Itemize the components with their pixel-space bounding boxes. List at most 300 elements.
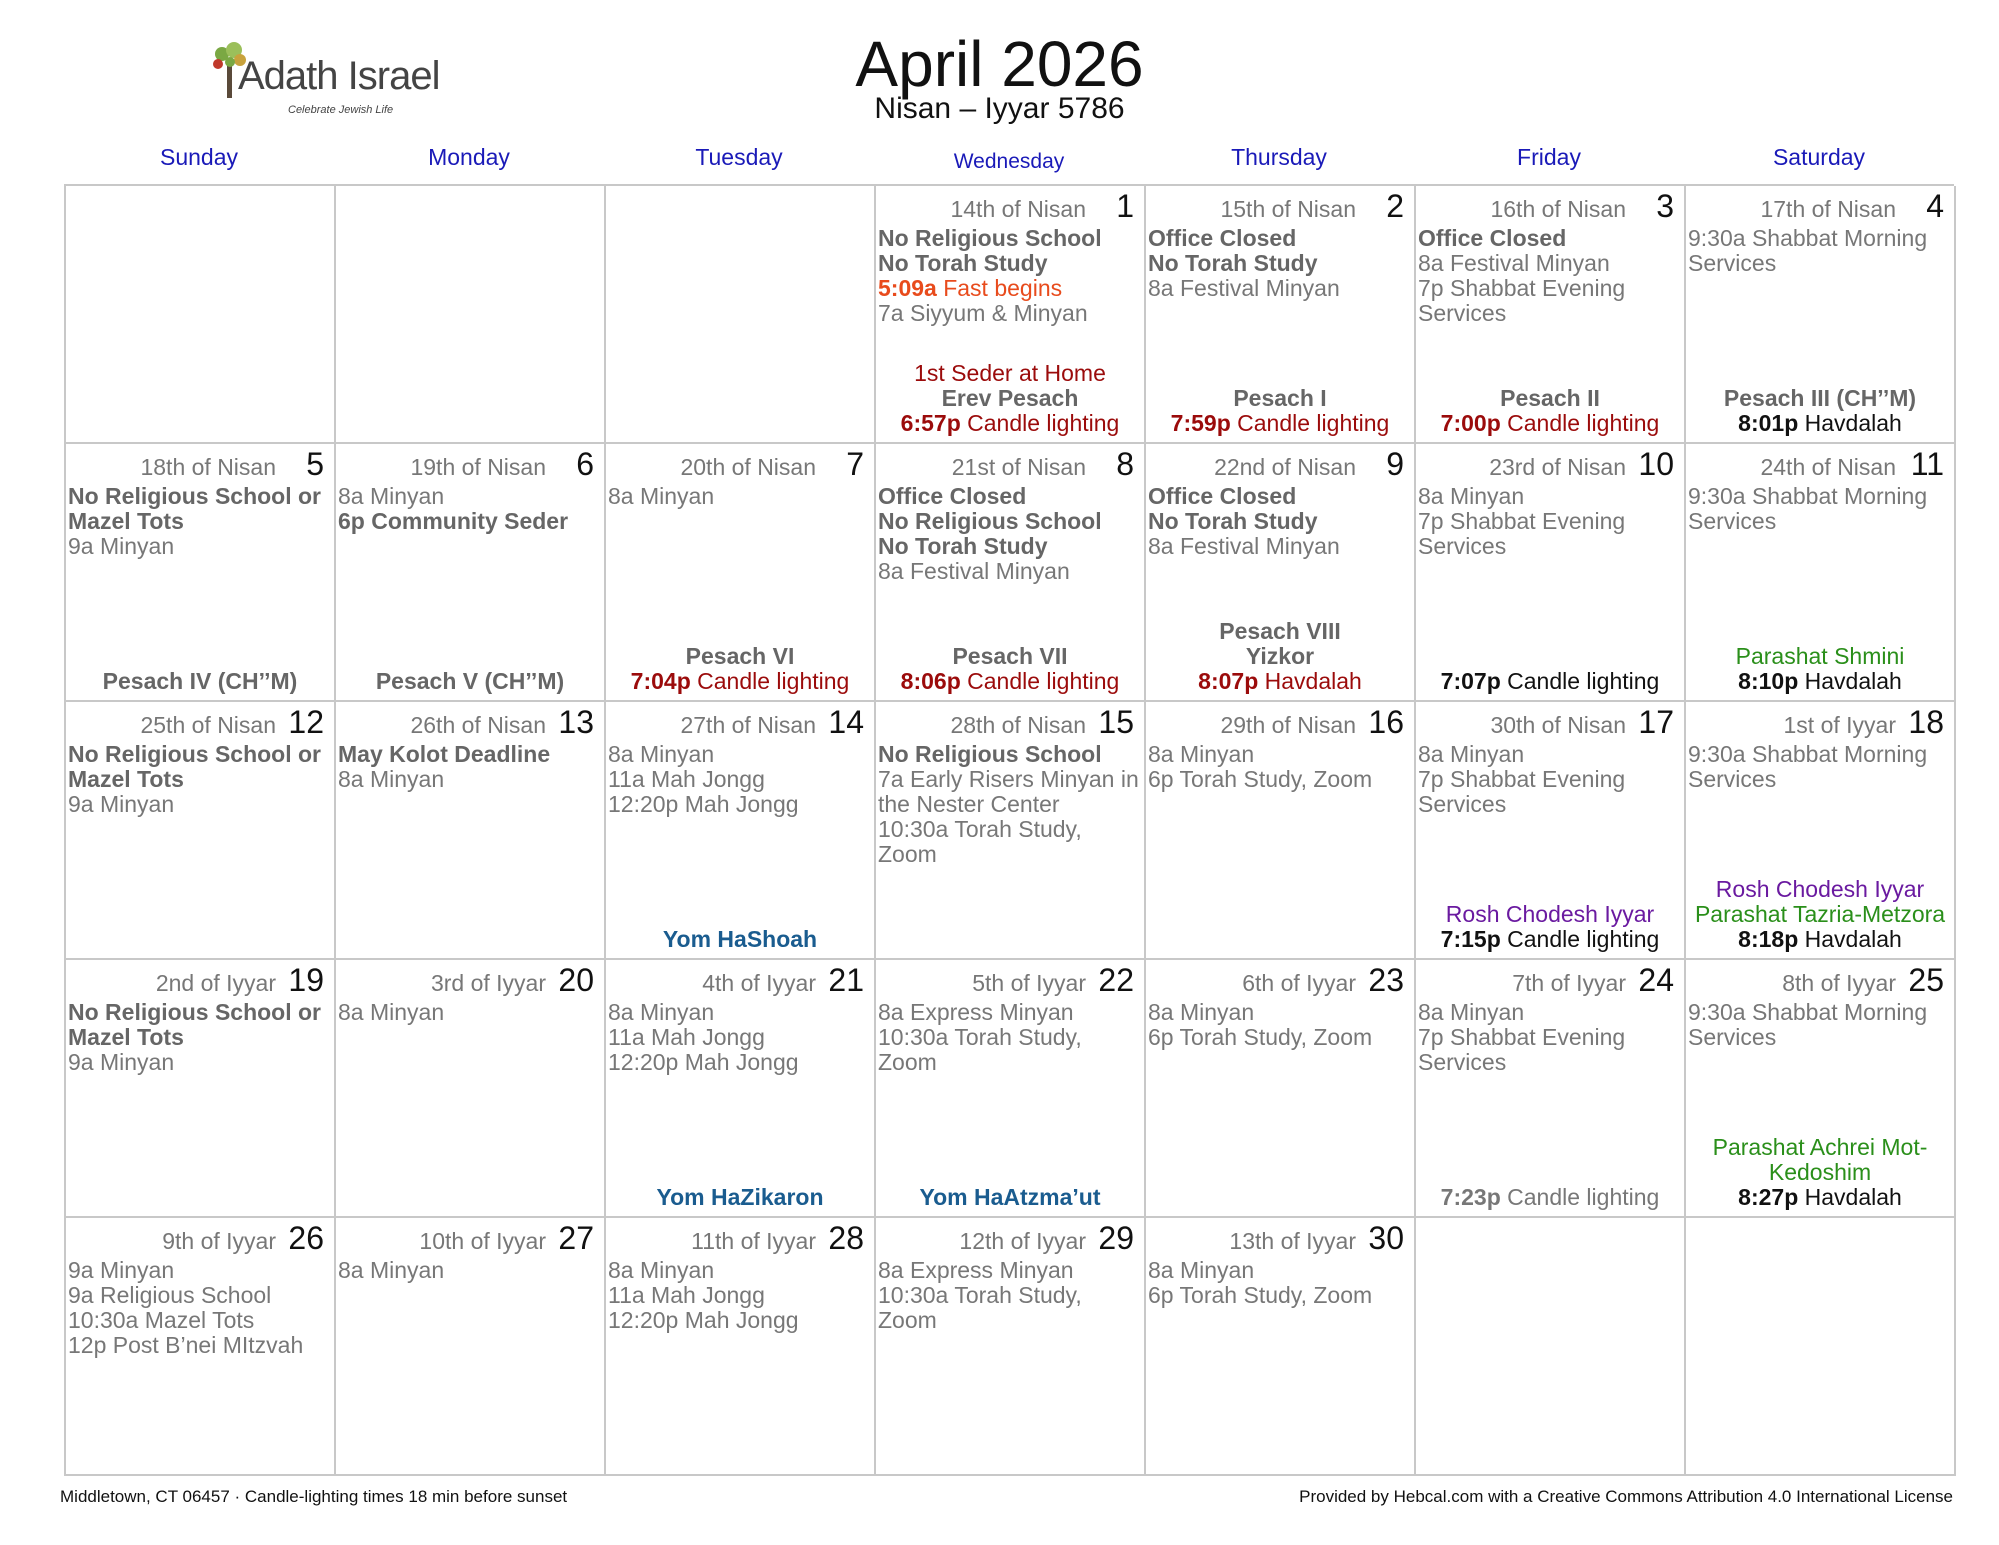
weekday-wednesday: Wednesday [953, 150, 1065, 173]
event-text: Candle lighting [1500, 410, 1660, 436]
event-item: No Religious School [878, 225, 1102, 251]
day-number: 25 [1908, 962, 1944, 998]
event-list [608, 1258, 870, 1333]
hebrew-date: 6th of Iyyar [1242, 970, 1356, 996]
hebrew-date: 1st of Iyyar [1783, 712, 1896, 738]
holiday-item [876, 411, 1144, 436]
event-item: 8a Festival Minyan [1148, 533, 1340, 559]
day-number: 27 [558, 1220, 594, 1256]
day-cell-header [876, 1218, 1144, 1256]
day-cell-5 [66, 444, 336, 702]
day-number: 15 [1098, 704, 1134, 740]
day-cell-14 [606, 702, 876, 960]
holiday-list [1686, 877, 1954, 952]
holiday-list [1686, 386, 1954, 436]
event-text: Havdalah [1798, 1184, 1902, 1210]
day-cell-23 [1146, 960, 1416, 1218]
day-cell-17 [1416, 702, 1686, 960]
event-item: 9a Religious School [68, 1282, 272, 1308]
event-item: 8a Minyan [608, 483, 715, 509]
holiday-list [606, 1185, 874, 1210]
hebrew-date: 16th of Nisan [1490, 196, 1626, 222]
event-text: Candle lighting [690, 668, 850, 694]
event-item: 12:20p Mah Jongg [608, 791, 799, 817]
event-time: 8:10p [1738, 668, 1799, 694]
day-cell-header [66, 1218, 334, 1256]
holiday-list [1686, 644, 1954, 694]
holiday-item: Erev Pesach [941, 385, 1079, 411]
day-cell-11 [1686, 444, 1956, 702]
empty-day-cell [606, 186, 876, 444]
empty-day-cell [336, 186, 606, 444]
holiday-item [876, 669, 1144, 694]
day-cell-20 [336, 960, 606, 1218]
holiday-item [1416, 927, 1684, 952]
day-number: 7 [846, 446, 864, 482]
event-item: 8a Minyan [338, 1257, 445, 1283]
event-item: 8a Minyan [1148, 741, 1255, 767]
hebrew-date: 7th of Iyyar [1512, 970, 1626, 996]
event-item: 7p Shabbat Evening Services [1418, 508, 1626, 559]
hebrew-date: 17th of Nisan [1760, 196, 1896, 222]
event-item: 9:30a Shabbat Morning Services [1688, 225, 1928, 276]
event-text: Candle lighting [1500, 668, 1660, 694]
event-item: 8a Minyan [1418, 741, 1525, 767]
event-item: 6p Torah Study, Zoom [1148, 1024, 1373, 1050]
holiday-item [1686, 1185, 1954, 1210]
day-cell-header [606, 444, 874, 482]
day-cell-header [336, 1218, 604, 1256]
event-item: 7p Shabbat Evening Services [1418, 766, 1626, 817]
event-item: 7a Siyyum & Minyan [878, 300, 1088, 326]
holiday-list [876, 361, 1144, 436]
day-cell-header [606, 960, 874, 998]
event-time: 7:59p [1170, 410, 1231, 436]
event-item: 9a Minyan [68, 533, 175, 559]
hebrew-date: 10th of Iyyar [419, 1228, 546, 1254]
day-cell-21 [606, 960, 876, 1218]
day-cell-9 [1146, 444, 1416, 702]
holiday-item: Rosh Chodesh Iyyar [1445, 901, 1655, 927]
event-item: 8a Minyan [338, 766, 445, 792]
event-item: 10:30a Mazel Tots [68, 1307, 255, 1333]
event-item: 8a Minyan [1418, 999, 1525, 1025]
event-item: 11a Mah Jongg [608, 1024, 765, 1050]
event-text: Havdalah [1798, 668, 1902, 694]
holiday-item [1416, 669, 1684, 694]
event-item: 12:20p Mah Jongg [608, 1307, 799, 1333]
day-cell-3 [1416, 186, 1686, 444]
event-item: 11a Mah Jongg [608, 766, 765, 792]
event-list [878, 484, 1140, 584]
hebrew-date: 27th of Nisan [680, 712, 816, 738]
holiday-list [876, 644, 1144, 694]
day-number: 29 [1098, 1220, 1134, 1256]
event-list [1688, 484, 1950, 534]
event-item: 9a Minyan [68, 1257, 175, 1283]
event-list [1148, 484, 1410, 559]
event-text: Candle lighting [960, 410, 1120, 436]
event-item: 10:30a Torah Study, Zoom [878, 1282, 1082, 1333]
event-item: No Religious School or Mazel Tots [68, 483, 322, 534]
event-item: Office Closed [1418, 225, 1567, 251]
event-item: 8a Minyan [1418, 483, 1525, 509]
event-list [1418, 484, 1680, 559]
day-cell-13 [336, 702, 606, 960]
event-list [1418, 1000, 1680, 1075]
event-item: 7p Shabbat Evening Services [1418, 275, 1626, 326]
empty-day-cell [1416, 1218, 1686, 1476]
day-number: 20 [558, 962, 594, 998]
day-cell-header [876, 186, 1144, 224]
hebrew-date: 5th of Iyyar [972, 970, 1086, 996]
hebrew-date: 22nd of Nisan [1214, 454, 1356, 480]
event-list [1148, 226, 1410, 301]
day-cell-header [876, 960, 1144, 998]
holiday-item: Parashat Shmini [1735, 643, 1905, 669]
hebrew-date: 24th of Nisan [1760, 454, 1896, 480]
hebrew-date: 2nd of Iyyar [155, 970, 276, 996]
day-cell-8 [876, 444, 1146, 702]
event-item: 8a Express Minyan [878, 1257, 1074, 1283]
event-item: 8a Festival Minyan [878, 558, 1070, 584]
day-number: 8 [1116, 446, 1134, 482]
day-number: 26 [288, 1220, 324, 1256]
day-cell-2 [1146, 186, 1416, 444]
holiday-list [1146, 619, 1414, 694]
weekday-sunday: Sunday [159, 144, 238, 170]
event-list [1688, 742, 1950, 792]
event-text: Havdalah [1798, 926, 1902, 952]
event-item: Office Closed [1148, 225, 1297, 251]
day-cell-7 [606, 444, 876, 702]
holiday-item: Pesach I [1233, 385, 1327, 411]
day-cell-25 [1686, 960, 1956, 1218]
day-cell-header [1416, 702, 1684, 740]
holiday-item [1686, 411, 1954, 436]
event-list [338, 484, 600, 534]
day-cell-6 [336, 444, 606, 702]
holiday-item [1686, 669, 1954, 694]
holiday-item: Pesach IV (CH’’M) [102, 668, 298, 694]
day-cell-header [66, 702, 334, 740]
event-list [1688, 226, 1950, 276]
empty-day-cell [66, 186, 336, 444]
hebrew-date: 11th of Iyyar [691, 1228, 816, 1254]
calendar-grid [64, 184, 1954, 1476]
hebrew-date: 21st of Nisan [951, 454, 1086, 480]
holiday-item [1686, 927, 1954, 952]
event-item: 7a Early Risers Minyan in the Nester Center [878, 766, 1139, 817]
event-time: 7:23p [1440, 1184, 1501, 1210]
event-time: 8:06p [900, 668, 961, 694]
holiday-list [1416, 902, 1684, 952]
event-time: 6:57p [900, 410, 961, 436]
day-number: 1 [1116, 188, 1134, 224]
day-cell-1 [876, 186, 1146, 444]
hebrew-date: 30th of Nisan [1490, 712, 1626, 738]
holiday-item: Rosh Chodesh Iyyar [1715, 876, 1925, 902]
day-cell-26 [66, 1218, 336, 1476]
event-list [878, 742, 1140, 867]
day-cell-28 [606, 1218, 876, 1476]
event-list [878, 1258, 1140, 1333]
holiday-item: Yom HaAtzma’ut [919, 1184, 1101, 1210]
holiday-item: Yom HaZikaron [656, 1184, 824, 1210]
event-text: Candle lighting [1500, 1184, 1660, 1210]
day-cell-10 [1416, 444, 1686, 702]
day-number: 4 [1926, 188, 1944, 224]
event-item: 10:30a Torah Study, Zoom [878, 816, 1082, 867]
event-item: 9:30a Shabbat Morning Services [1688, 999, 1928, 1050]
holiday-item: Pesach III (CH’’M) [1723, 385, 1917, 411]
event-time: 8:01p [1738, 410, 1799, 436]
day-cell-header [1416, 960, 1684, 998]
event-text: Candle lighting [960, 668, 1120, 694]
event-item: No Torah Study [1148, 508, 1318, 534]
hebrew-date: 28th of Nisan [950, 712, 1086, 738]
event-list [1688, 1000, 1950, 1050]
day-cell-header [1146, 1218, 1414, 1256]
holiday-list [66, 669, 334, 694]
holiday-item: Yizkor [1245, 643, 1315, 669]
hebrew-date: 3rd of Iyyar [430, 970, 546, 996]
event-item: 11a Mah Jongg [608, 1282, 765, 1308]
event-item: Office Closed [878, 483, 1027, 509]
day-number: 23 [1368, 962, 1404, 998]
event-list [68, 1258, 330, 1358]
event-list [608, 1000, 870, 1075]
holiday-list [1416, 669, 1684, 694]
event-list [608, 484, 870, 509]
weekday-saturday: Saturday [1772, 144, 1866, 170]
event-item: 8a Express Minyan [878, 999, 1074, 1025]
page-title: April 2026 [855, 28, 1144, 100]
day-number: 16 [1368, 704, 1404, 740]
day-number: 5 [306, 446, 324, 482]
event-item: 9a Minyan [68, 1049, 175, 1075]
event-item: 8a Minyan [338, 483, 445, 509]
event-item: 9:30a Shabbat Morning Services [1688, 483, 1928, 534]
event-item: 8a Minyan [1148, 1257, 1255, 1283]
holiday-list [1416, 386, 1684, 436]
day-cell-header [66, 444, 334, 482]
event-item: May Kolot Deadline [338, 741, 551, 767]
day-cell-19 [66, 960, 336, 1218]
day-number: 6 [576, 446, 594, 482]
day-cell-header [1146, 960, 1414, 998]
day-cell-22 [876, 960, 1146, 1218]
event-item: 8a Minyan [608, 1257, 715, 1283]
event-time: 7:07p [1440, 668, 1501, 694]
holiday-item: Yom HaShoah [662, 926, 818, 952]
event-text: Havdalah [1798, 410, 1902, 436]
day-number: 19 [288, 962, 324, 998]
day-cell-header [336, 444, 604, 482]
day-number: 14 [828, 704, 864, 740]
hebrew-date: 9th of Iyyar [162, 1228, 276, 1254]
hebrew-date: 14th of Nisan [950, 196, 1086, 222]
holiday-list [606, 644, 874, 694]
event-item: 8a Festival Minyan [1148, 275, 1340, 301]
holiday-item: Pesach VI [685, 643, 795, 669]
event-text: Candle lighting [1500, 926, 1660, 952]
event-list [1148, 1258, 1410, 1308]
weekday-tuesday: Tuesday [695, 144, 783, 170]
holiday-item [1416, 411, 1684, 436]
day-number: 10 [1638, 446, 1674, 482]
event-list [338, 742, 600, 792]
holiday-item: Parashat Achrei Mot-Kedoshim [1712, 1134, 1928, 1185]
holiday-list [1416, 1185, 1684, 1210]
event-item: 12p Post B’nei MItzvah [68, 1332, 304, 1358]
event-time: 8:27p [1738, 1184, 1799, 1210]
day-cell-header [1686, 186, 1954, 224]
hebrew-date: 8th of Iyyar [1782, 970, 1896, 996]
event-item: No Religious School or Mazel Tots [68, 741, 322, 792]
event-list [68, 742, 330, 817]
event-item: No Torah Study [878, 250, 1048, 276]
event-item: 8a Minyan [608, 741, 715, 767]
day-cell-header [1416, 444, 1684, 482]
event-time: 7:00p [1440, 410, 1501, 436]
day-cell-header [1416, 186, 1684, 224]
event-list [1418, 742, 1680, 817]
day-number: 12 [288, 704, 324, 740]
event-item: 12:20p Mah Jongg [608, 1049, 799, 1075]
day-cell-16 [1146, 702, 1416, 960]
event-item: 7p Shabbat Evening Services [1418, 1024, 1626, 1075]
day-cell-header [1146, 444, 1414, 482]
holiday-list [876, 1185, 1144, 1210]
day-cell-header [876, 444, 1144, 482]
event-list [878, 1000, 1140, 1075]
hebrew-date: 15th of Nisan [1220, 196, 1356, 222]
event-item: No Torah Study [878, 533, 1048, 559]
hebrew-date: 20th of Nisan [680, 454, 816, 480]
holiday-item: Pesach VIII [1219, 618, 1341, 644]
event-time: 8:07p [1198, 668, 1259, 694]
day-cell-15 [876, 702, 1146, 960]
event-item: 8a Minyan [338, 999, 445, 1025]
holiday-item [1416, 1185, 1684, 1210]
empty-day-cell [1686, 1218, 1956, 1476]
hebrew-date: 25th of Nisan [140, 712, 276, 738]
event-item: Office Closed [1148, 483, 1297, 509]
day-number: 9 [1386, 446, 1404, 482]
event-item: 6p Torah Study, Zoom [1148, 766, 1373, 792]
event-item: 6p Community Seder [338, 508, 569, 534]
event-item: 6p Torah Study, Zoom [1148, 1282, 1373, 1308]
hebrew-date: 23rd of Nisan [1489, 454, 1626, 480]
day-cell-12 [66, 702, 336, 960]
weekday-friday: Friday [1517, 144, 1581, 170]
holiday-item: Pesach II [1500, 385, 1600, 411]
holiday-item: Pesach V (CH’’M) [375, 668, 565, 694]
day-cell-18 [1686, 702, 1956, 960]
day-cell-header [1686, 702, 1954, 740]
logo-text: Adath Israel [238, 54, 440, 98]
event-item: 10:30a Torah Study, Zoom [878, 1024, 1082, 1075]
day-cell-header [876, 702, 1144, 740]
weekday-monday: Monday [428, 144, 510, 170]
event-item: 9:30a Shabbat Morning Services [1688, 741, 1928, 792]
day-cell-29 [876, 1218, 1146, 1476]
hebrew-date: 13th of Iyyar [1229, 1228, 1356, 1254]
day-number: 24 [1638, 962, 1674, 998]
day-number: 17 [1638, 704, 1674, 740]
hebrew-date: 19th of Nisan [410, 454, 546, 480]
hebrew-date: 26th of Nisan [410, 712, 546, 738]
event-time: 7:04p [630, 668, 691, 694]
weekday-header-row [64, 144, 1954, 180]
holiday-list [336, 669, 604, 694]
day-cell-header [1686, 444, 1954, 482]
event-list [68, 1000, 330, 1075]
event-list [1148, 742, 1410, 792]
event-item: No Religious School or Mazel Tots [68, 999, 322, 1050]
event-list [878, 226, 1140, 326]
event-time: 8:18p [1738, 926, 1799, 952]
event-time: 5:09a [878, 275, 937, 301]
day-number: 18 [1908, 704, 1944, 740]
day-cell-header [606, 1218, 874, 1256]
event-item: 8a Minyan [1148, 999, 1255, 1025]
day-number: 13 [558, 704, 594, 740]
event-list [1418, 226, 1680, 326]
event-text: Fast begins [936, 275, 1063, 301]
day-number: 3 [1656, 188, 1674, 224]
hebrew-date: 12th of Iyyar [959, 1228, 1086, 1254]
event-list [1148, 1000, 1410, 1050]
event-item: 8a Minyan [608, 999, 715, 1025]
event-text: Havdalah [1258, 668, 1362, 694]
day-cell-header [1686, 960, 1954, 998]
event-list [338, 1258, 600, 1283]
event-item: No Religious School [878, 741, 1102, 767]
day-number: 2 [1386, 188, 1404, 224]
day-cell-header [1146, 702, 1414, 740]
day-cell-header [1146, 186, 1414, 224]
event-item: 9a Minyan [68, 791, 175, 817]
event-text: Candle lighting [1230, 410, 1390, 436]
hebrew-date: 29th of Nisan [1220, 712, 1356, 738]
event-item [878, 276, 1140, 301]
holiday-item: 1st Seder at Home [914, 360, 1106, 386]
page-subtitle: Nisan – Iyyar 5786 [874, 92, 1125, 125]
weekday-thursday: Thursday [1231, 144, 1327, 170]
event-item: No Torah Study [1148, 250, 1318, 276]
holiday-list [1686, 1135, 1954, 1210]
holiday-item [1146, 669, 1414, 694]
event-list [608, 742, 870, 817]
event-time: 7:15p [1440, 926, 1501, 952]
day-cell-header [66, 960, 334, 998]
event-list [338, 1000, 600, 1025]
event-list [68, 484, 330, 559]
hebrew-date: 4th of Iyyar [702, 970, 816, 996]
day-cell-header [336, 960, 604, 998]
footer-license: Provided by Hebcal.com with a Creative Commons Attribution 4.0 International License [1299, 1487, 1953, 1506]
hebrew-date: 18th of Nisan [140, 454, 276, 480]
day-cell-4 [1686, 186, 1956, 444]
day-cell-24 [1416, 960, 1686, 1218]
day-number: 30 [1368, 1220, 1404, 1256]
day-cell-header [336, 702, 604, 740]
day-cell-header [606, 702, 874, 740]
day-number: 22 [1098, 962, 1134, 998]
holiday-item [1146, 411, 1414, 436]
